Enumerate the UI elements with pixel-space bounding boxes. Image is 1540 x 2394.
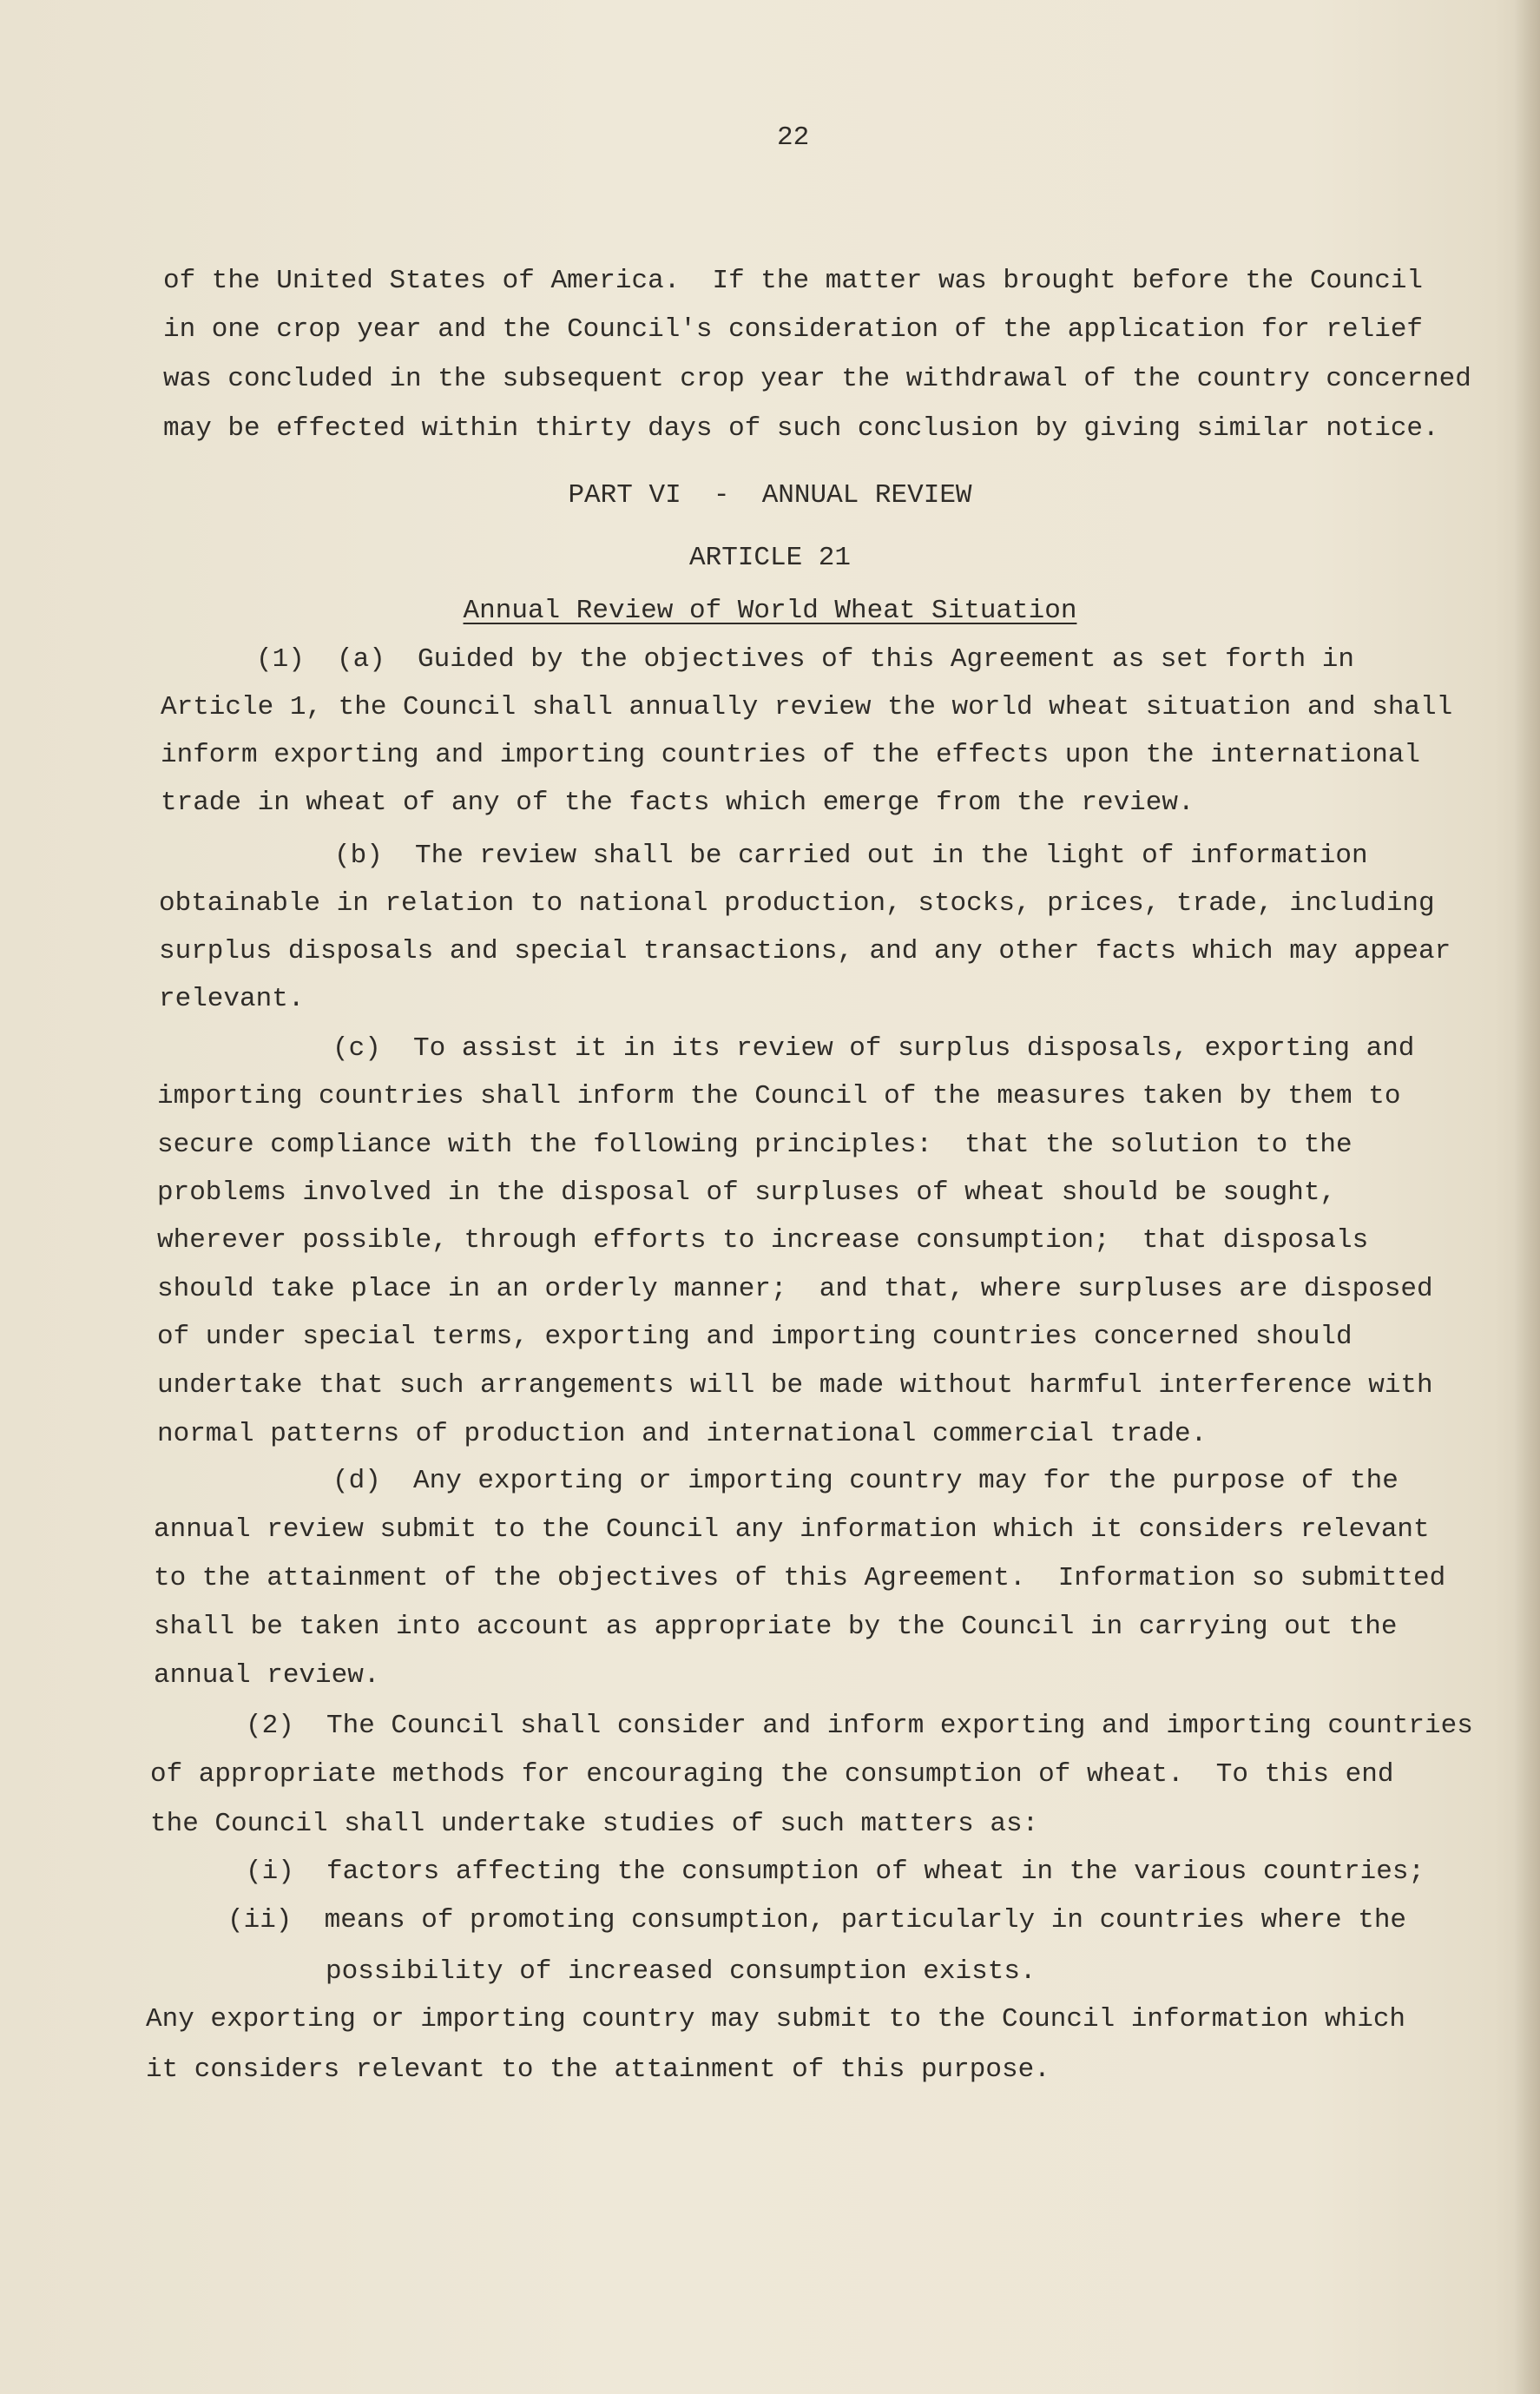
paragraph-1b-line: (b) The review shall be carried out in the light of information <box>334 841 1368 871</box>
paragraph-1a-line: (1) (a) Guided by the objectives of this Agreement as set forth in <box>256 644 1355 675</box>
page-number: 22 <box>777 122 810 153</box>
paragraph-1d-line: to the attainment of the objectives of this Agreement. Information so submitted <box>154 1563 1446 1593</box>
list-item-ii-line: possibility of increased consumption exists. <box>326 1956 1037 1987</box>
closing-line: it considers relevant to the attainment of this purpose. <box>146 2054 1050 2085</box>
article-title: Annual Review of World Wheat Situation <box>463 596 1077 626</box>
paragraph-1d-line: (d) Any exporting or importing country may for the purpose of the <box>332 1466 1399 1496</box>
paragraph-1c-line: of under special terms, exporting and importing countries concerned should <box>157 1322 1352 1352</box>
paragraph-1c-line: wherever possible, through efforts to increase consumption; that disposals <box>157 1225 1369 1256</box>
paragraph-2-line: the Council shall undertake studies of such matters as: <box>150 1809 1039 1839</box>
text-line: was concluded in the subsequent crop year the withdrawal of the country concerned <box>163 364 1471 394</box>
paragraph-1c-line: should take place in an orderly manner; and that, where surpluses are disposed <box>157 1274 1433 1304</box>
article-heading: ARTICLE 21 <box>688 543 852 573</box>
paragraph-1a-line: Article 1, the Council shall annually review the world wheat situation and shall <box>161 692 1453 722</box>
paragraph-2-line: (2) The Council shall consider and inform exporting and importing countries <box>246 1711 1473 1741</box>
paragraph-1c-line: importing countries shall inform the Council of the measures taken by them to <box>157 1081 1401 1111</box>
text-line: in one crop year and the Council's consideration of the application for relief <box>163 314 1424 345</box>
paragraph-1d-line: shall be taken into account as appropriate by the Council in carrying out the <box>154 1612 1398 1642</box>
paragraph-1b-line: obtainable in relation to national production, stocks, prices, trade, including <box>159 888 1435 919</box>
paragraph-1c-line: secure compliance with the following principles: that the solution to the <box>157 1130 1352 1160</box>
list-item-i: (i) factors affecting the consumption of wheat in the various countries; <box>246 1857 1425 1887</box>
paragraph-1b-line: relevant. <box>159 984 305 1014</box>
paragraph-1c-line: (c) To assist it in its review of surplus disposals, exporting and <box>332 1033 1415 1064</box>
paragraph-1b-line: surplus disposals and special transactions, and any other facts which may appear <box>159 936 1451 966</box>
text-line: may be effected within thirty days of such conclusion by giving similar notice. <box>163 413 1439 444</box>
paragraph-1c-line: undertake that such arrangements will be made without harmful interference with <box>157 1370 1433 1401</box>
closing-line: Any exporting or importing country may submit to the Council information which <box>146 2004 1406 2035</box>
paragraph-1d-line: annual review submit to the Council any information which it considers relevant <box>154 1514 1430 1545</box>
part-heading: PART VI - ANNUAL REVIEW <box>568 480 972 511</box>
paragraph-2-line: of appropriate methods for encouraging the consumption of wheat. To this end <box>150 1759 1394 1790</box>
paragraph-1a-line: inform exporting and importing countries of the effects upon the international <box>161 740 1421 770</box>
paragraph-1a-line: trade in wheat of any of the facts which emerge from the review. <box>161 788 1194 818</box>
paragraph-1c-line: normal patterns of production and international commercial trade. <box>157 1419 1208 1449</box>
paragraph-1d-line: annual review. <box>154 1660 380 1691</box>
page-edge-shadow <box>1514 0 1540 2394</box>
list-item-ii-line: (ii) means of promoting consumption, particularly in countries where the <box>227 1905 1407 1936</box>
paragraph-1c-line: problems involved in the disposal of surpluses of wheat should be sought, <box>157 1177 1337 1208</box>
text-line: of the United States of America. If the matter was brought before the Council <box>163 266 1424 296</box>
